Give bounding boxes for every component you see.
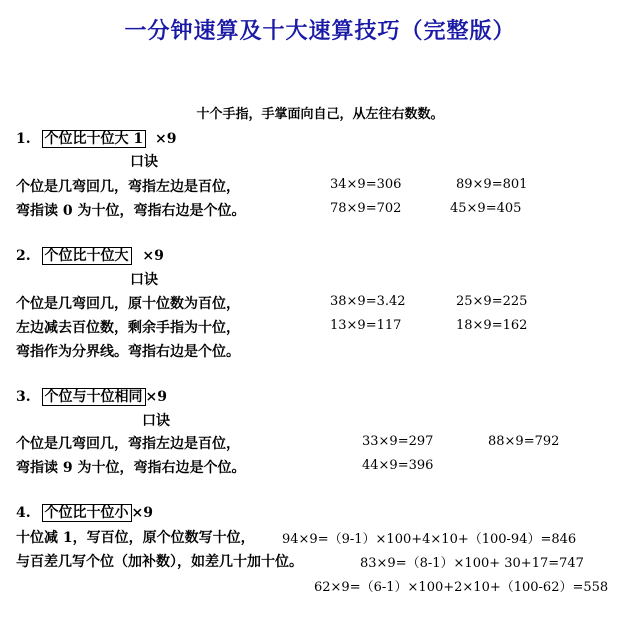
section-3-box: 个位与十位相同 bbox=[42, 388, 146, 406]
section-3-suffix: ×9 bbox=[145, 389, 167, 405]
section-1-rule-1: 个位是几弯回几，弯指左边是百位， bbox=[16, 179, 240, 195]
section-2-rule-1: 个位是几弯回几，原十位数为百位， bbox=[16, 296, 240, 312]
page-title: 一分钟速算及十大速算技巧（完整版） bbox=[124, 18, 516, 44]
intro-text: 十个手指，手掌面向自己，从左往右数数。 bbox=[196, 107, 444, 122]
section-3-subtitle: 口诀 bbox=[142, 413, 170, 429]
section-1-example-2b: 45×9=405 bbox=[450, 201, 522, 216]
section-1-heading bbox=[16, 128, 176, 148]
section-4-example-2: 83×9=（8-1）×100+ 30+17=747 bbox=[360, 556, 584, 571]
section-2-example-1b: 25×9=225 bbox=[456, 294, 528, 309]
section-3-example-1a: 33×9=297 bbox=[362, 434, 434, 449]
section-3-example-2a: 44×9=396 bbox=[362, 458, 434, 473]
section-4-heading bbox=[16, 502, 153, 522]
section-2-rule-2: 左边减去百位数，剩余手指为十位， bbox=[16, 320, 240, 336]
section-4-example-1: 94×9=（9-1）×100+4×10+（100-94）=846 bbox=[282, 532, 577, 547]
section-2-example-2a: 13×9=117 bbox=[330, 318, 402, 333]
section-3-rule-1: 个位是几弯回几，弯指左边是百位， bbox=[16, 436, 240, 452]
section-2-number: 2. bbox=[16, 248, 31, 264]
section-3-heading bbox=[16, 386, 167, 406]
section-1-rule-2: 弯指读 0 为十位，弯指右边是个位。 bbox=[16, 203, 246, 219]
section-1-example-2a: 78×9=702 bbox=[330, 201, 402, 216]
section-1-suffix: ×9 bbox=[155, 131, 177, 147]
section-1-example-1a: 34×9=306 bbox=[330, 177, 402, 192]
section-2-heading bbox=[16, 245, 164, 265]
section-4-box: 个位比十位小 bbox=[42, 504, 132, 522]
section-1-subtitle: 口诀 bbox=[130, 154, 158, 170]
section-2-suffix: ×9 bbox=[142, 248, 164, 264]
section-4-suffix: ×9 bbox=[131, 505, 153, 521]
section-4-number: 4. bbox=[16, 505, 31, 521]
section-4-example-3: 62×9=（6-1）×100+2×10+（100-62）=558 bbox=[314, 580, 609, 595]
section-2-example-2b: 18×9=162 bbox=[456, 318, 528, 333]
section-1-example-1b: 89×9=801 bbox=[456, 177, 528, 192]
section-4-rule-2: 与百差几写个位（加补数），如差几十加十位。 bbox=[16, 554, 303, 570]
section-3-example-1b: 88×9=792 bbox=[488, 434, 560, 449]
section-3-rule-2: 弯指读 9 为十位，弯指右边是个位。 bbox=[16, 460, 246, 476]
section-2-example-1a: 38×9=3.42 bbox=[330, 294, 406, 309]
section-4-rule-1: 十位减 1，写百位，原个位数写十位， bbox=[16, 530, 255, 546]
section-1-box: 个位比十位大 1 bbox=[42, 130, 147, 148]
section-2-box: 个位比十位大 bbox=[42, 247, 132, 265]
section-2-rule-3: 弯指作为分界线。弯指右边是个位。 bbox=[16, 344, 240, 360]
section-1-number: 1. bbox=[16, 131, 31, 147]
section-3-number: 3. bbox=[16, 389, 31, 405]
section-2-subtitle: 口诀 bbox=[130, 272, 158, 288]
